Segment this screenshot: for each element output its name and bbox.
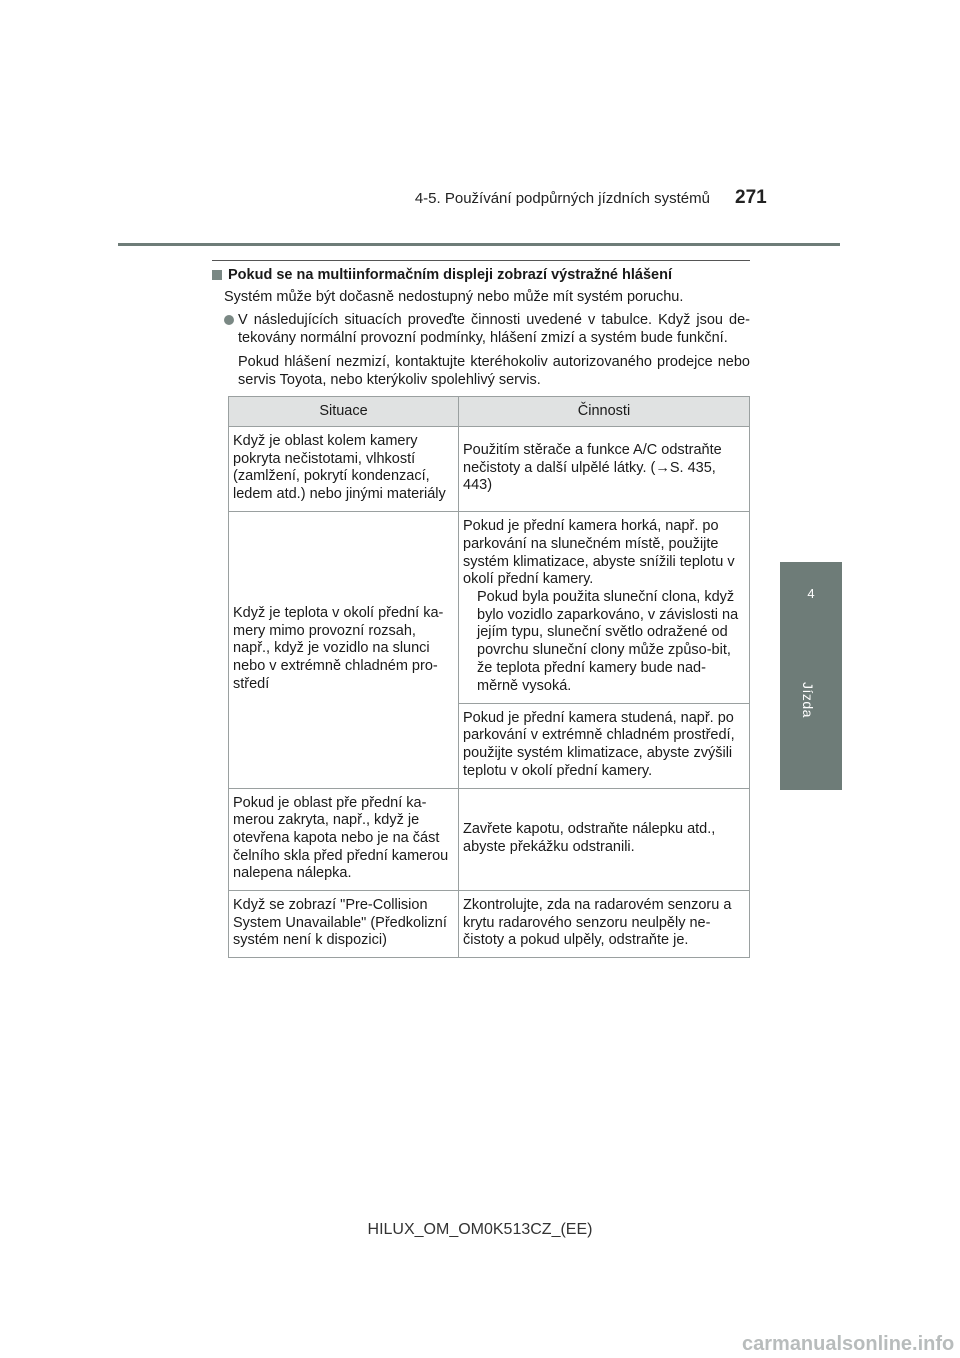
bullet-item <box>224 311 750 347</box>
action-note: Pokud byla použita sluneční clona, když bylo vozidlo zaparkováno, v závislosti na jejím typu, sluneční světlo odražené od povrchu sluneční clony může způso-bit, že teplota přední kamery bude nad-měrně vysoká. <box>477 589 739 694</box>
action-cell: Zkontrolujte, zda na radarovém senzoru a krytu radarového senzoru neulpěly ne-čistoty a pokud ulpěly, odstraňte je. <box>459 890 750 957</box>
header-section-title: 4-5. Používání podpůrných jízdních systémů <box>414 190 710 207</box>
action-cell: Pokud je přední kamera studená, např. po parkování v extrémně chladném prostředí, použijte systém klimatizace, abyste zvýšili teplotu v okolí přední kamery. <box>459 703 750 788</box>
table-row <box>229 890 750 957</box>
situations-table <box>228 396 750 958</box>
table-header-action: Činnosti <box>459 397 750 427</box>
header-divider <box>118 243 840 246</box>
bullet-text: V následujících situacích proveďte činnosti uvedené v tabulce. Když jsou de-tekovány normální provozní podmínky, hlášení zmizí a systém bude funkční. <box>238 312 750 347</box>
chapter-side-tab <box>780 562 842 790</box>
chapter-label: Jízda <box>800 682 816 718</box>
page-number: 271 <box>735 187 767 208</box>
watermark: carmanualsonline.info <box>742 1333 955 1355</box>
document-code: HILUX_OM_OM0K513CZ_(EE) <box>367 1221 593 1238</box>
main-content <box>212 260 750 390</box>
chapter-number: 4 <box>807 586 815 601</box>
circle-bullet-icon <box>224 315 234 325</box>
table-row <box>229 427 750 512</box>
table-header-situation: Situace <box>229 397 459 427</box>
square-bullet-icon <box>212 270 222 280</box>
table-header-row <box>229 397 750 427</box>
contact-paragraph: Pokud hlášení nezmizí, kontaktujte kteréhokoliv autorizovaného prodejce nebo servis Toyota, nebo kterýkoliv spolehlivý servis. <box>238 354 750 389</box>
action-cell <box>459 511 750 703</box>
situation-cell: Když je oblast kolem kamery pokryta nečistotami, vlhkostí (zamlžení, pokrytí kondenzací, ledem atd.) nebo jinými materiály <box>229 427 459 512</box>
situation-cell: Když je teplota v okolí přední ka-mery mimo provozní rozsah, např., když je vozidlo na slunci nebo v extrémně chladném pro-středí <box>229 511 459 788</box>
section-heading <box>212 267 750 283</box>
section-divider <box>212 260 750 261</box>
table-row <box>229 511 750 703</box>
action-text: Pokud je přední kamera horká, např. po parkování na slunečném místě, použijte systém klimatizace, abyste snížili teplotu v okolí přední kamery. <box>463 518 735 588</box>
section-title-text: Pokud se na multiinformačním displeji zobrazí výstražné hlášení <box>228 267 672 283</box>
situation-cell: Když se zobrazí "Pre-Collision System Unavailable" (Předkolizní systém není k dispozici) <box>229 890 459 957</box>
action-cell: Zavřete kapotu, odstraňte nálepku atd., abyste překážku odstranili. <box>459 788 750 890</box>
situation-cell: Pokud je oblast pře přední ka-merou zakryta, např., když je otevřena kapota nebo je na část čelního skla před přední kamerou nalepena nálepka. <box>229 788 459 890</box>
action-cell: Použitím stěrače a funkce A/C odstraňte nečistoty a další ulpělé látky. (→S. 435, 443) <box>459 427 750 512</box>
intro-text: Systém může být dočasně nedostupný nebo může mít systém poruchu. <box>224 289 684 305</box>
table-row <box>229 788 750 890</box>
